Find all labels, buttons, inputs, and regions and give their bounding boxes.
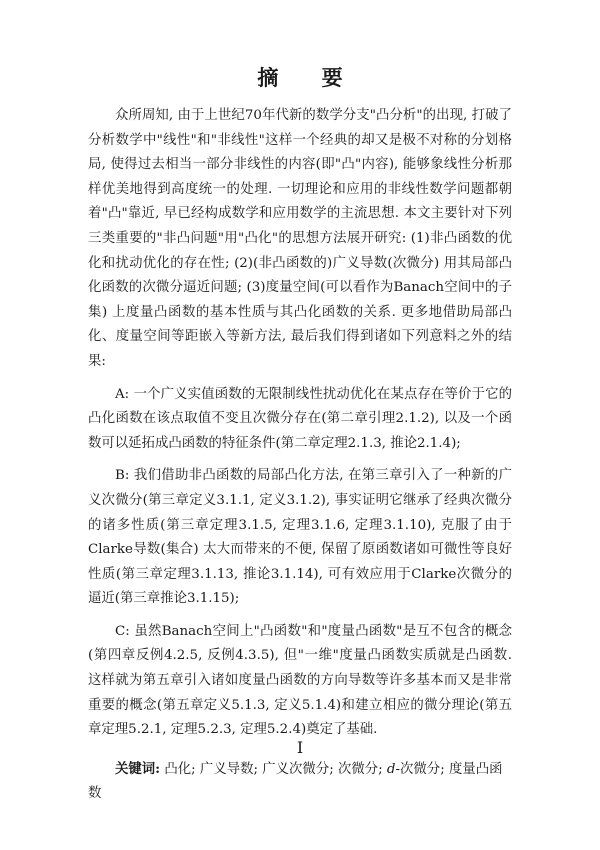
keywords-label: 关键词:	[115, 760, 161, 777]
keywords-italic-symbol: d	[386, 761, 396, 777]
keywords-line	[88, 757, 512, 807]
abstract-page	[88, 62, 512, 807]
page-number: I	[296, 738, 304, 757]
keywords-items-tail: -次微分; 度量凸函数	[88, 761, 503, 802]
abstract-title: 摘 要	[257, 65, 361, 90]
keywords-items: 凸化; 广义导数; 广义次微分; 次微分;	[160, 761, 387, 777]
result-c-paragraph: C: 虽然Banach空间上"凸函数"和"度量凸函数"是互不包含的概念(第四章反例4.2.5, 反例4.3.5), 但"一维"度量凸函数实质就是凸函数. 这样就为第五章引入诸如度量凸函数的方向导数等许多基本而又是非常重要的概念(第五章定义5.1.3, 定义5.1.4)和建立相应的微分理论(第五章定理5.2.1, 定理5.2.3, 定理5.2.4)奠定了基础.	[88, 623, 512, 738]
result-b-paragraph: B: 我们借助非凸函数的局部凸化方法, 在第三章引入了一种新的广义次微分(第三章定义3.1.1, 定义3.1.2), 事实证明它继承了经典次微分的诸多性质(第三章定理3.1.5, 定理3.1.6, 定理3.1.10), 克服了由于Clarke导数(集合) 太大而带来的不便, 保留了原函数诸如可微性等良好性质(第三章定理3.1.13, 推论3.1.14), 可有效应用于Clarke次微分的逼近(第三章推论3.1.15);	[88, 468, 512, 607]
abstract-intro-paragraph: 众所周知, 由于上世纪70年代新的数学分支"凸分析"的出现, 打破了分析数学中"线性"和"非线性"这样一个经典的却又是极不对称的分划格局, 使得过去相当一部分非线性的内容(即"凸"内容), 能够象线性分析那样优美地得到高度统一的处理. 一切理论和应用的非线性数学问题都朝着"凸"靠近, 早已经构成数学和应用数学的主流思想. 本文主要针对下列三类重要的"非凸问题"用"凸化"的思想方法展开研究: (1)非凸函数的优化和扰动优化的存在性; (2)(非凸函数的)广义导数(次微分) 用其局部凸化函数的次微分逼近问题; (3)度量空间(可以看作为Banach空间中的子集) 上度量凸函数的基本性质与其凸化函数的关系. 更多地借助局部凸化、度量空间等距嵌入等新方法, 最后我们得到诸如下列意料之外的结果:	[88, 108, 512, 369]
result-a-paragraph: A: 一个广义实值函数的无限制线性扰动优化在某点存在等价于它的凸化函数在该点取值不变且次微分存在(第二章引理2.1.2), 以及一个函数可以延拓成凸函数的特征条件(第二章定理2.1.3, 推论2.1.4);	[88, 386, 512, 451]
